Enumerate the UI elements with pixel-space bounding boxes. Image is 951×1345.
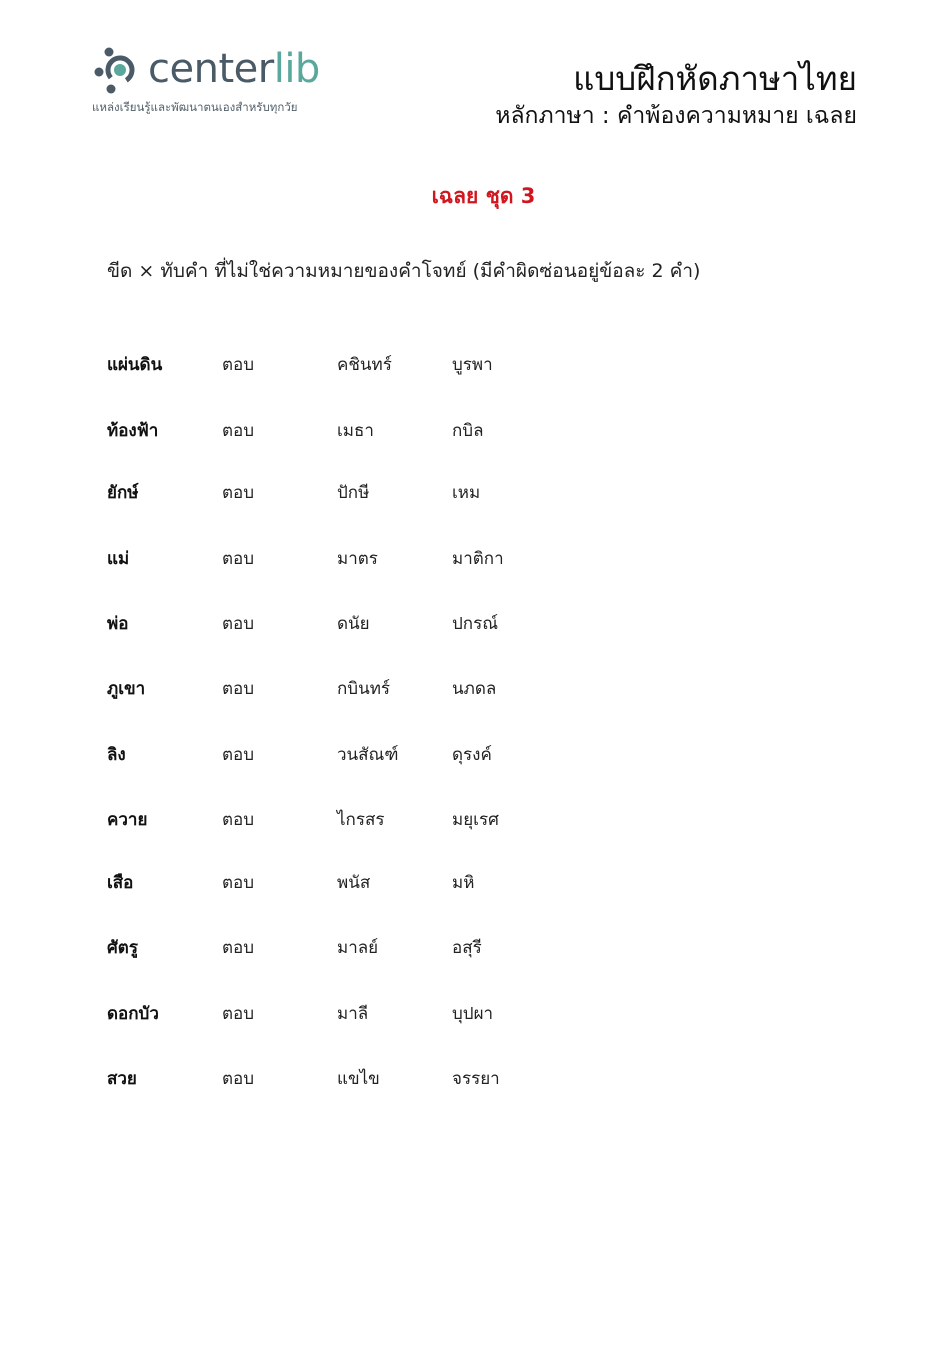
logo-name-center: center	[148, 46, 274, 92]
answer-option-b: มาติกา	[452, 549, 504, 569]
prompt-word: ควาย	[107, 810, 148, 830]
answer-label: ตอบ	[222, 421, 255, 441]
logo-tagline: แหล่งเรียนรู้และพัฒนาตนเองสำหรับทุกวัย	[92, 100, 298, 114]
answer-option-b: เหม	[452, 483, 481, 503]
answer-option-a: พนัส	[337, 873, 371, 893]
answer-option-a: แขไข	[337, 1069, 380, 1089]
prompt-word: ลิง	[107, 745, 126, 765]
answer-option-b: อสุรี	[452, 938, 482, 958]
answer-label: ตอบ	[222, 679, 255, 699]
answer-label: ตอบ	[222, 938, 255, 958]
page-subtitle: หลักภาษา : คำพ้องความหมาย เฉลย	[495, 103, 857, 129]
answer-option-b: กบิล	[452, 421, 484, 441]
answer-label: ตอบ	[222, 1004, 255, 1024]
answer-option-a: ปักษี	[337, 483, 370, 503]
answer-option-b: ดุรงค์	[452, 745, 492, 765]
answer-option-a: มาลี	[337, 1004, 369, 1024]
answer-label: ตอบ	[222, 810, 255, 830]
prompt-word: แผ่นดิน	[107, 355, 163, 375]
prompt-word: พ่อ	[107, 614, 129, 634]
logo-wordmark	[148, 44, 320, 94]
prompt-word: ภูเขา	[107, 679, 146, 699]
page-title: แบบฝึกหัดภาษาไทย	[573, 59, 857, 98]
answer-label: ตอบ	[222, 745, 255, 765]
answer-option-a: มาตร	[337, 549, 378, 569]
answer-option-b: นภดล	[452, 679, 497, 699]
answer-option-a: กบินทร์	[337, 679, 391, 699]
answer-label: ตอบ	[222, 549, 255, 569]
answer-option-a: เมธา	[337, 421, 374, 441]
answer-option-b: ปกรณ์	[452, 614, 498, 634]
answer-option-b: มยุเรศ	[452, 810, 499, 830]
answer-option-b: มหิ	[452, 873, 475, 893]
answer-option-a: ไกรสร	[337, 810, 385, 830]
answer-option-b: บุปผา	[452, 1004, 494, 1024]
answer-label: ตอบ	[222, 355, 255, 375]
logo-mark-icon	[92, 42, 148, 98]
answer-label: ตอบ	[222, 614, 255, 634]
answer-option-a: วนสัณฑ์	[337, 745, 399, 765]
answer-option-b: จรรยา	[452, 1069, 500, 1089]
answer-option-a: คชินทร์	[337, 355, 392, 375]
answer-set-title: เฉลย ชุด 3	[431, 184, 536, 208]
prompt-word: ท้องฟ้า	[107, 421, 159, 441]
answer-option-b: บูรพา	[452, 355, 493, 375]
answer-label: ตอบ	[222, 873, 255, 893]
centerlib-logo	[92, 40, 352, 120]
prompt-word: สวย	[107, 1069, 137, 1089]
answer-option-a: ดนัย	[337, 614, 370, 634]
prompt-word: แม่	[107, 549, 130, 569]
prompt-word: ศัตรู	[107, 938, 138, 958]
prompt-word: ดอกบัว	[107, 1004, 159, 1024]
answer-option-a: มาลย์	[337, 938, 379, 958]
prompt-word: เสือ	[107, 873, 134, 893]
answer-label: ตอบ	[222, 483, 255, 503]
prompt-word: ยักษ์	[107, 483, 139, 503]
instruction-text: ขีด × ทับคำ ที่ไม่ใช่ความหมายของคำโจทย์ (มีคำผิดซ่อนอยู่ข้อละ 2 คำ)	[107, 260, 701, 282]
answer-label: ตอบ	[222, 1069, 255, 1089]
logo-name-lib: lib	[273, 46, 320, 92]
